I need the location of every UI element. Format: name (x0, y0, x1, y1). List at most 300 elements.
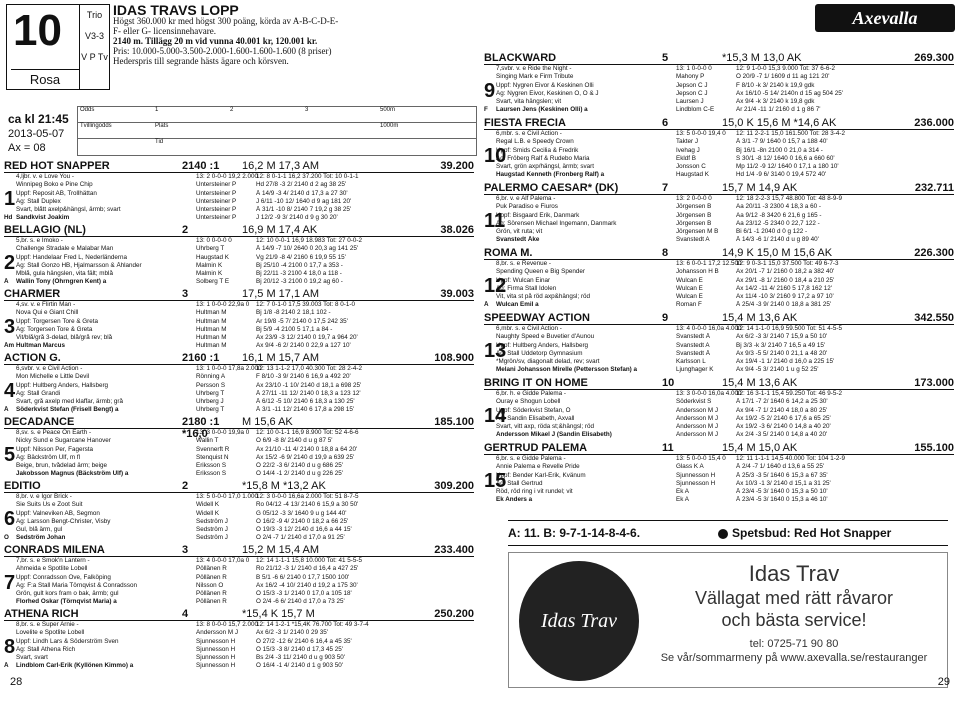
detail-cell: Ö 2/4 -6 6/ 2140 d 17,0 a 73 25' (256, 598, 345, 606)
detail-cell: Glass K A (676, 463, 704, 471)
horse-detail-row (4, 470, 474, 478)
detail-cell: Widell K (196, 501, 220, 509)
horse-detail-row (4, 190, 474, 198)
horse-header (4, 288, 474, 301)
horse-header (484, 247, 954, 260)
horse-detail-row (4, 270, 474, 278)
detail-cell: Jörgensen B (676, 219, 712, 227)
detail-cell: Johansson H B (676, 268, 719, 276)
detail-cell: Mahony P (676, 73, 705, 81)
detail-cell: Bi 6/1 -1 2040 d 0 g 122 - (736, 228, 808, 236)
horse-detail-row (4, 574, 474, 582)
race-name: IDAS TRAVS LOPP (113, 2, 239, 18)
detail-cell: Laursen J (676, 98, 704, 106)
horse-entry (484, 182, 954, 245)
horse-detail-row (484, 90, 954, 98)
detail-cell: Uppf: Nilsson Per, Fagersta (16, 445, 93, 453)
detail-cell: Uppf: Reposit AB, Trollhättan (16, 189, 97, 197)
detail-cell: Svanstedt Å (676, 349, 710, 357)
tips-bar (508, 520, 948, 546)
detail-cell: Ö 2/4 -7 1/ 2140 d 17,0 a 91 25' (256, 534, 345, 542)
detail-cell: Ax 20/1 -7 1/ 2160 0 18,2 a 382 40' (736, 268, 835, 276)
horse-record: *15,8 M *13,2 AK (242, 480, 326, 492)
horse-header (484, 182, 954, 195)
detail-cell: Ax 14/2 -11 4/ 2160 5 17,8 162 12' (736, 284, 832, 292)
detail-cell: Sjunnesson H (676, 471, 716, 479)
detail-cell: Ek A (676, 496, 689, 504)
start-number: 1 (4, 188, 16, 210)
detail-cell: Puk Paradiso e Fiuros (496, 203, 558, 211)
horse-prize: 250.200 (434, 608, 474, 620)
horse-detail-row (484, 496, 954, 504)
detail-cell: Pöllänen R (196, 565, 227, 573)
horse-detail-row (4, 629, 474, 637)
spetsbud-text: Spetsbud: Red Hot Snapper (732, 526, 892, 540)
horse-name: BLACKWARD (484, 52, 557, 64)
detail-cell: Bj 3/3 -k 3/ 2140 7 16,5 a 49 15' (736, 341, 826, 349)
horse-detail-row (4, 214, 474, 222)
horse-detail-row (484, 333, 954, 341)
detail-cell: Malmin K (196, 270, 223, 278)
detail-cell: 13: 8 0-0-0 15,7 2.000 (196, 621, 258, 628)
circle-icon (718, 529, 728, 539)
horse-entry (4, 352, 474, 415)
detail-cell: Andersson M J (676, 406, 718, 414)
horse-entry (4, 544, 474, 607)
detail-cell: Ekldf B (676, 154, 696, 162)
detail-cell (4, 493, 16, 501)
detail-cell: Winnipeg Boko e Pine Chip (16, 181, 93, 189)
horse-prize: 108.900 (434, 352, 474, 364)
horse-detail-row (484, 82, 954, 90)
horse-detail-row (4, 621, 474, 629)
detail-cell: Svennerft R (196, 445, 230, 453)
detail-cell: Jörgensen B (676, 211, 712, 219)
horse-detail-row (484, 147, 954, 155)
detail-cell: Naughty Speed e Buvetier d'Aunou (496, 333, 595, 341)
detail-cell (484, 325, 496, 333)
detail-cell: 13: 2 0-0-0 19,2 2.000 (196, 173, 258, 180)
detail-cell (484, 195, 496, 203)
detail-cell: Äg: Larsson Bengt-Christer, Visby (16, 517, 111, 525)
grid-odds-label: Odds (80, 107, 95, 113)
detail-cell: Bj 16/1 -8n 2100 0 21,0 a 314 - (736, 146, 823, 154)
horse-prize: 342.550 (914, 312, 954, 324)
horse-detail-row (484, 342, 954, 350)
horse-header (4, 224, 474, 237)
horse-record: 14,9 K 15,0 M 15,6 AK (722, 247, 833, 259)
horse-detail-row (4, 262, 474, 270)
detail-cell: Jonsson C (676, 163, 706, 171)
detail-cell (484, 260, 496, 268)
detail-cell: 12: 9 1-0-0 15,3 9.000 Tot: 37 6-6-2 (736, 65, 835, 72)
horse-prize: 39.003 (440, 288, 474, 300)
horse-name: ATHENA RICH (4, 608, 79, 620)
detail-cell: Ek A (676, 488, 689, 496)
detail-cell: Ax 23/10 -1 10/ 2140 d 18,1 a 698 25' (256, 381, 362, 389)
detail-cell: Å 2/4 -7 1/ 1640 d 13,6 a 55 25' (736, 463, 825, 471)
detail-cell: Roman F (676, 301, 702, 309)
detail-cell: Å 25/3 -3 5/ 1640 6 15,3 a 67 35' (736, 471, 828, 479)
horse-detail-row (484, 277, 954, 285)
horse-header (4, 352, 474, 365)
detail-cell: Pöllänen R (196, 598, 227, 606)
horse-odds: 6 (662, 117, 669, 129)
horse-detail-row (4, 429, 474, 437)
horse-header (484, 117, 954, 130)
horse-record: 15,4 M 15,0 AK (722, 442, 798, 454)
detail-cell: Äg: Bäckström Ulf, m fl (16, 453, 81, 461)
detail-cell: Takter J (676, 138, 699, 146)
detail-cell: Svart, vitt axp, röda st;&hängsl; röd (496, 423, 594, 431)
detail-cell: Uhrberg J (196, 398, 224, 406)
detail-cell: Svart, grön axp/hängsl, ärmb; svart (496, 163, 594, 171)
detail-cell: Jörgensen B (676, 203, 712, 211)
horse-detail-row (4, 237, 474, 245)
horse-entry (484, 377, 954, 440)
detail-cell: Ax 19/4 -1 1/ 2140 d 16,0 a 225 15' (736, 358, 835, 366)
horse-entry (4, 224, 474, 287)
detail-cell: Å 14/3 -6 1/ 2140 d u g 89 40' (736, 236, 819, 244)
horse-detail-row (4, 501, 474, 509)
horse-prize: 269.300 (914, 52, 954, 64)
horse-record: 15,0 K 15,6 M *14,6 AK (722, 117, 837, 129)
detail-cell: 13: 4 0-0-0 17,0a 0 (196, 557, 250, 564)
horse-detail-row (484, 366, 954, 374)
detail-cell: Sedström Johan (16, 534, 66, 542)
detail-cell: Bs 2/4 -3 11/ 2140 d u g 903 50' (256, 654, 345, 662)
detail-cell: Ax 21/10 -11 4/ 2140 0 18,8 a 64 20' (256, 445, 358, 453)
detail-cell: Uppf: Bender Karl-Erik, Kvänum (496, 471, 586, 479)
horse-header (4, 544, 474, 557)
detail-cell: 13: 3 0-0-0 19,9a 0 (196, 429, 250, 436)
detail-cell: 6,svbr. v. e Civil Action - (16, 365, 83, 372)
horse-detail-row (4, 437, 474, 445)
bet-types (79, 5, 109, 89)
horse-record: M 15,6 AK (242, 416, 293, 428)
detail-cell: 6,br. v. e Alf Palema - (496, 195, 556, 202)
grid-tid-label: Tid (155, 139, 164, 145)
detail-cell: 12: 14 1-1-1 15,8 10.000 Tot: 41 5-5-5 (256, 557, 362, 564)
horse-detail-row (4, 454, 474, 462)
detail-cell: Haugstad Kenneth (Fronberg Ralf) a (496, 171, 605, 179)
detail-cell: Regal L.B. e Speedy Crown (496, 138, 574, 146)
detail-cell: 12: 8 0-1-1 16,2 37.200 Tot: 10 0-1-1 (256, 173, 359, 180)
detail-cell: Ax 9/4 -k 3/ 2140 k 19,8 gdk (736, 98, 815, 106)
detail-cell: Uppf: Bisgaard Erik, Danmark (496, 211, 580, 219)
ad-heading: Idas Trav (748, 561, 840, 586)
horse-detail-row (484, 407, 954, 415)
detail-cell: Mp 11/2 -9 12/ 1640 0 17,1 a 180 10' (736, 163, 839, 171)
detail-cell: Hultman M (196, 334, 227, 342)
horse-detail-row (484, 423, 954, 431)
detail-cell: 8,br. s. e Super Arnie - (16, 621, 79, 628)
ad-text (649, 561, 939, 665)
horse-odds: 3 (182, 544, 189, 556)
horse-name: ACTION G. (4, 352, 61, 364)
detail-cell: Sjunnesson H (196, 645, 236, 653)
detail-cell: Ö 6/9 -8 8/ 2140 d u g 87 5' (256, 437, 333, 445)
horse-detail-row (484, 203, 954, 211)
detail-cell: Äg: Torgersen Tore & Greta (16, 325, 93, 333)
detail-cell: Melani Johansson Mirelle (Pettersson Stefan) a (496, 366, 638, 374)
horse-detail-row (484, 293, 954, 301)
detail-cell: Vit/blå/grå 3-delad, blå/grå rev; blå (16, 334, 113, 342)
detail-cell: Jepson C J (676, 81, 708, 89)
detail-cell: Ax 9/4 -6 2/ 2140 0 22,9 a 127 10' (256, 342, 351, 350)
detail-cell: Sjunnesson H (196, 637, 236, 645)
horse-detail-row (484, 268, 954, 276)
horse-detail-row (484, 415, 954, 423)
detail-cell: Äg: Fröberg Ralf & Rudebo Maria (496, 154, 590, 162)
start-number: 9 (484, 80, 496, 102)
start-number: 15 (484, 470, 507, 492)
horse-prize: 38.026 (440, 224, 474, 236)
horse-detail-row (484, 285, 954, 293)
detail-cell: Uppf: Smids Cecilia & Fredrik (496, 146, 579, 154)
detail-cell: Uppf: Handelaar Fred L, Nederländerna (16, 253, 127, 261)
detail-cell: Å (4, 406, 9, 414)
detail-cell: Aa 23/12 -5 2340 0 22,7 122 - (736, 219, 820, 227)
detail-cell: Svart, blått axelp&hängsl, ärmb; svart (16, 206, 121, 214)
detail-cell (4, 429, 16, 437)
detail-cell: Ax 23/9 -3 12/ 2140 0 19,7 a 964 20' (256, 334, 358, 342)
horse-record: 17,5 M 17,1 AM (242, 288, 320, 300)
detail-cell: Aa 9/12 -8 3420 6 21,6 g 165 - (736, 211, 822, 219)
race-number-box (6, 4, 110, 90)
detail-cell: Uhrberg T (196, 406, 225, 414)
horse-detail-row (484, 212, 954, 220)
detail-cell: 13: 6 0-0-1 17,2 12.500 (676, 260, 742, 267)
detail-cell: Äg: Stall Uddetorp Gymnasium (496, 349, 583, 357)
detail-cell: Sjunnesson H (196, 654, 236, 662)
detail-cell: Uppf: Söderkvist Stefan, Ö (496, 406, 571, 414)
horse-detail-row (4, 526, 474, 534)
horse-odds: 3 (182, 288, 189, 300)
race-info-line: Pris: 10.000-5.000-3.500-2.000-1.600-1.600-1.600 (8 priser) (113, 46, 332, 56)
detail-cell: Wulcan Emil a (496, 301, 539, 309)
horse-detail-row (4, 245, 474, 253)
race-time-info (8, 112, 69, 155)
detail-cell (484, 171, 496, 179)
detail-cell: Ö 27/2 -12 6/ 2140 6 16,4 a 45 35' (256, 637, 352, 645)
detail-cell: Svanstedt Å (676, 333, 710, 341)
detail-cell: Andersson M J (676, 423, 718, 431)
horse-detail-row (484, 390, 954, 398)
detail-cell: Uppf: Valneviken AB, Segmon (16, 509, 100, 517)
horse-prize: 155.100 (914, 442, 954, 454)
horse-header (4, 608, 474, 621)
start-number: 7 (4, 572, 16, 594)
detail-cell (4, 557, 16, 565)
detail-cell: Ö 15/3 -3 8/ 2140 d 17,3 45 25' (256, 645, 343, 653)
detail-cell: Å 14/9 -3 4/ 2140 d 17,3 a 27 30' (256, 189, 348, 197)
horse-entry (4, 160, 474, 223)
horse-odds: 8 (662, 247, 669, 259)
horse-detail-row (4, 406, 474, 414)
start-number: 3 (4, 316, 16, 338)
horse-detail-row (4, 557, 474, 565)
detail-cell: Uppf: Wulcan Einar (496, 276, 551, 284)
detail-cell (4, 598, 16, 606)
horse-prize: 232.711 (914, 182, 954, 194)
horse-detail-row (4, 446, 474, 454)
detail-cell: Söderkvist S (676, 398, 712, 406)
ad-website: Se vår/sommarmeny på www.axevalla.se/restauranger (660, 652, 928, 664)
detail-cell: 12: 16 3-1-1 15,4 59.250 Tot: 46 9-5-2 (736, 390, 842, 397)
horse-detail-row (4, 301, 474, 309)
detail-cell: Ar 19/8 -5 7/ 2140 0 17,5 242 35' (256, 317, 348, 325)
detail-cell: Florhed Oskar (Törnqvist Maria) a (16, 598, 117, 606)
horse-record: *15,4 K 15,7 M (242, 608, 315, 620)
detail-cell: Sjunnesson H (196, 662, 236, 670)
horse-entry (4, 288, 474, 351)
horse-detail-row (484, 463, 954, 471)
detail-cell: 12: 13 1-1-2 17,0 40.300 Tot: 28 2-4-2 (256, 365, 362, 372)
horse-entry (484, 52, 954, 115)
detail-cell: Äg: Stall Gertrud (496, 479, 543, 487)
detail-cell: Å 31/1 -10 8/ 2140 7 19,2 g 38 25' (256, 206, 352, 214)
horse-detail-row (4, 590, 474, 598)
detail-cell: Å 25/4 -3 9/ 2140 0 18,8 a 381 25' (736, 301, 832, 309)
detail-cell: J 6/11 -10 12/ 1640 d 9 ag 181 20' (256, 197, 352, 205)
detail-cell: Åm (4, 342, 15, 350)
detail-cell: Uppf: Nygren Eivor & Keskinen Olli (496, 81, 594, 89)
detail-cell: Ax 29/1 -8 1/ 2160 0 18,4 a 210 25' (736, 276, 835, 284)
horse-detail-row (4, 181, 474, 189)
horse-entry (484, 247, 954, 310)
horse-entry (484, 442, 954, 505)
detail-cell: Solberg T E (196, 278, 230, 286)
detail-cell: Ax 15/2 -6 9/ 2140 d 19,9 a 639 25' (256, 453, 355, 461)
detail-cell (4, 301, 16, 309)
detail-cell: Uhrberg T (196, 245, 225, 253)
horse-detail-row (4, 334, 474, 342)
grid-place-2: 2 (230, 107, 234, 113)
horse-detail-row (4, 646, 474, 654)
horse-detail-row (484, 195, 954, 203)
detail-cell: 13: 3 0-0-0 16,0a 4.000 (676, 390, 742, 397)
detail-cell: Å 17/1 -7 2/ 1640 6 14,2 a 25 30' (736, 398, 828, 406)
horse-name: PALERMO CAESAR* (DK) (484, 182, 619, 194)
detail-cell: Lovelite e Spotlite Lobell (16, 629, 85, 637)
detail-cell: Lindblom Carl-Erik (Kyllönen Kimmo) a (16, 662, 134, 670)
detail-cell: Haugstad K (676, 171, 709, 179)
horse-prize: 236.000 (914, 117, 954, 129)
horse-name: CHARMER (4, 288, 61, 300)
detail-cell: Aa 20/11 -3 2300 4 18,3 a 60 - (736, 203, 821, 211)
detail-cell: Uppf: Lindh Lars & Söderström Sven (16, 637, 119, 645)
horse-detail-row (4, 254, 474, 262)
detail-cell: Å 14/9 -7 10/ 2640 0 20,3 ag 141 25' (256, 245, 359, 253)
detail-cell: Wulcan E (676, 293, 703, 301)
detail-cell: Bj 22/11 -3 2100 4 18,0 a 118 - (256, 270, 342, 278)
detail-cell: Ax 19/2 -3 6/ 2140 0 14,8 a 40 20' (736, 423, 831, 431)
horse-prize: 173.000 (914, 377, 954, 389)
detail-cell: 12: 11 1-1-1 14,5 40.000 Tot: 104 1-2-9 (736, 455, 845, 462)
detail-cell: Stenquist N (196, 453, 229, 461)
detail-cell (484, 65, 496, 73)
detail-cell: Ouray e Shogun Lobell (496, 398, 561, 406)
horse-detail-row (4, 582, 474, 590)
detail-cell: F (484, 106, 488, 114)
race-number: 10 (13, 6, 62, 55)
detail-cell: Äg: Nygren Eivor, Keskinen O, Ö & J (496, 89, 599, 97)
detail-cell: Ö 20/9 -7 1/ 1609 d 11 ag 121 20' (736, 73, 830, 81)
horse-detail-row (484, 398, 954, 406)
detail-cell: Sandkvist Joakim (16, 214, 70, 222)
horse-detail-row (484, 488, 954, 496)
horse-entry (484, 312, 954, 375)
detail-cell (484, 431, 496, 439)
horse-detail-row (4, 278, 474, 286)
grid-500m: 500m (380, 107, 396, 113)
detail-cell: Nilsson O (196, 581, 224, 589)
horse-detail-row (484, 155, 954, 163)
grid-twin-label: Tvillingodds (80, 123, 112, 129)
bet-type-1: Trio (86, 10, 103, 20)
bet-type-2: V3-3 (84, 31, 104, 41)
detail-cell: Äg: Stall Gonzo HB, Hjalmarsson & Åhlander (16, 261, 142, 269)
detail-cell: Rönning A (196, 373, 226, 381)
detail-cell (484, 496, 496, 504)
horse-detail-row (484, 73, 954, 81)
right-page (480, 0, 960, 708)
detail-cell: Äg: Stall Grandi (16, 389, 61, 397)
horse-odds: 4 (182, 608, 189, 620)
horse-name: EDITIO (4, 480, 41, 492)
detail-cell: 4,ljbr. v. e Love You - (16, 173, 74, 180)
detail-cell (4, 237, 16, 245)
horse-detail-row (4, 493, 474, 501)
race-conditions (113, 16, 413, 66)
detail-cell: Äg: Stall Duplex (16, 197, 61, 205)
horse-detail-row (4, 318, 474, 326)
grid-place-3: 3 (305, 107, 309, 113)
horse-detail-row (484, 325, 954, 333)
horse-name: DECADANCE (4, 416, 75, 428)
start-time: ca kl 21:45 (8, 112, 69, 126)
detail-cell: Persson S (196, 381, 226, 389)
detail-cell: 7,svbr. v. e Ride the Night - (496, 65, 572, 72)
detail-cell: 8,br. v. e Igor Brick - (16, 493, 72, 500)
detail-cell: Å (4, 662, 9, 670)
ad-line-2: och bästa service! (721, 610, 867, 630)
start-number: 4 (4, 380, 16, 402)
detail-cell: Äg: F:a Stall Maria Törnqvist & Conradsson (16, 581, 137, 589)
detail-cell: 6,mbr. s. e Civil Action - (496, 130, 562, 137)
start-number: 10 (484, 145, 507, 167)
axevalla-logo: Axevalla (815, 4, 955, 32)
detail-cell: Å (484, 301, 489, 309)
detail-cell: Ö (4, 534, 9, 542)
race-info-line: 2140 m. Tillägg 20 m vid vunna 40.001 kr, 120.001 kr. (113, 36, 318, 46)
horse-detail-row (4, 198, 474, 206)
detail-cell: Ö 19/3 -3 12/ 2140 d 16,6 a 44 15' (256, 526, 352, 534)
horse-odds: 11 (662, 442, 674, 454)
horse-header (4, 160, 474, 173)
horse-record: 15,4 M 13,6 AK (722, 312, 798, 324)
detail-cell: 12: 9 0-3-1 15,0 37.500 Tot: 49 6-7-3 (736, 260, 839, 267)
detail-cell: 4,sv. v. e Flirtin Man - (16, 301, 76, 308)
ax-code: Ax = 08 (8, 142, 46, 154)
detail-cell: 13: 0 0-0-0 0 (196, 237, 232, 244)
horse-detail-row (4, 365, 474, 373)
detail-cell: Vit, vita st på röd axp&hängsl; röd (496, 293, 591, 301)
horse-odds: 7 (662, 182, 669, 194)
detail-cell: 13: 1 0-0-0 22,9a 0 (196, 301, 250, 308)
detail-cell: Äg: Sörensen Michael Ingemann, Danmark (496, 219, 617, 227)
